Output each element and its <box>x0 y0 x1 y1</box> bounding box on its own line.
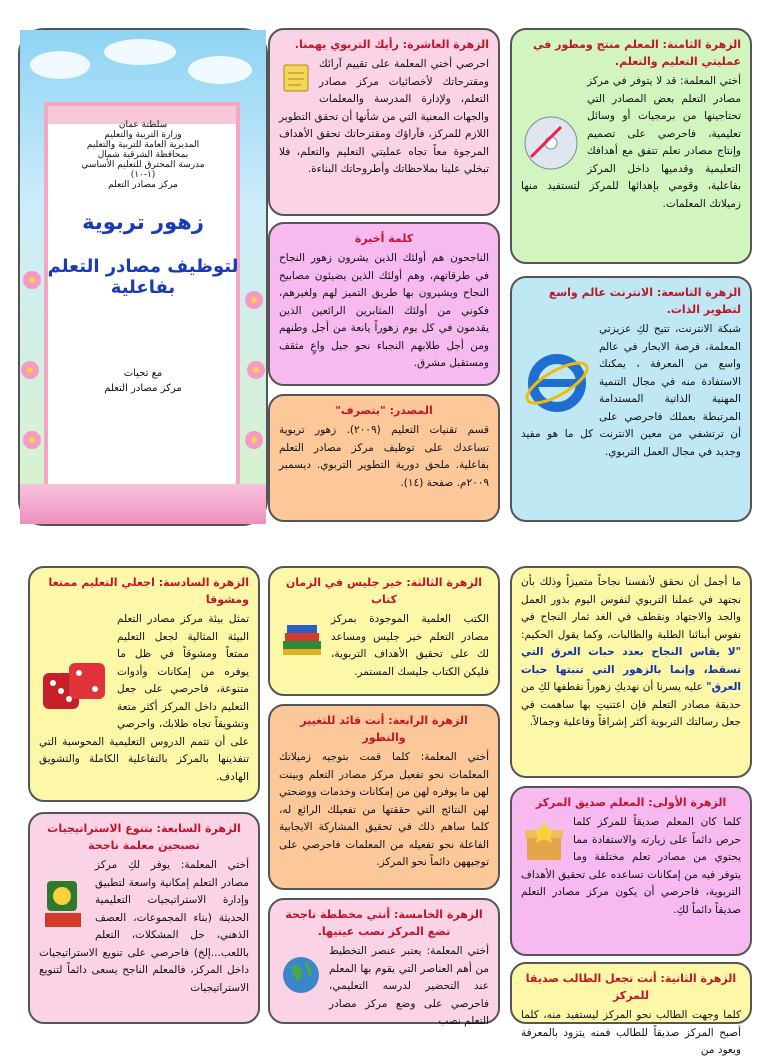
school-supplies-icon <box>39 873 89 933</box>
gift-box-icon <box>521 820 567 864</box>
card-body: تمثل بيئة مركز مصادر التعلم البيئة المثالية لجعل التعليم ممتعاً ومشوقاً في ظل ما يوفره من إمكانات وأدوات متنوعة، فاحرصي على جعل التعليم داخل المركز أكثر متعة وتشويقاً تجاه طلابك، واحرصي على أن تتمم الدروس التعليمية المحوسبة التي تنفذينها بالمركز بالتفاعلية الكاملة والتشويق الهادف. <box>39 613 249 783</box>
cover-line: مركز مصادر التعلم <box>108 180 178 190</box>
intro-quote: "لا يقاس النجاح بعدد حبات العرق التي تسقط، وإنما بالزهور التي تنبتها حبات العرق" <box>521 646 741 693</box>
card-title: الزهرة الخامسة: أنتي مخططة ناجحة تضع المركز نصب عينيها. <box>285 908 483 938</box>
card-title: الزهرة الثامنة: المعلم منتج ومطور في عمليتي التعليم والتعلم. <box>533 38 741 68</box>
card-body: أختي المعلمة: كلما قمت بتوجيه زميلاتك المعلمات نحو تفعيل مركز مصادر التعلم وبينت لهن ما يوفره لهن من إمكانات وخدمات ووضحتي لهن النتائج التي حققتها من تفعيلك الرائع له، كلما ساهم ذلك في تحقيق المشاركة الايجابية الفاعلة نحو تفعيله من المعلمات فاحرصي على توجيههن دائماً نحو المركز. <box>279 751 489 868</box>
cover-line: (١-١٠) <box>130 170 156 180</box>
card-body: احرصي أختي المعلمة على تقييم آرائك ومقترحاتك لأخصائيات مركز مصادر التعلم، ولإدارة المدرسة والمعلمات والجهات المعنية التي من شأنها أن تحقق التطوير اللازم للمركز، فآراؤك ومقترحاتك تحقق الأهداف المرجوة معاً تجاه عمليتي التعليم والتعلم، فلا تبخلي علينا بملاحظاتك وأطروحاتك البناءة. <box>279 58 489 175</box>
card-title: الزهرة السابعة: بتنوع الاستراتيجيات تصبحين معلمة ناجحة <box>47 822 241 852</box>
card-title: الزهرة الأولى: المعلم صديق المركز <box>535 796 727 809</box>
card-flower-4 <box>268 704 500 890</box>
books-icon <box>279 615 325 661</box>
card-flower-1 <box>510 786 752 956</box>
card-flower-5 <box>268 898 500 1027</box>
card-flower-2 <box>510 962 752 1056</box>
cover-line: مدرسة المحترق للتعليم الأساسي <box>81 160 205 170</box>
card-flower-10 <box>268 28 500 216</box>
card-body: الكتب العلمية الموجودة بمركز مصادر التعلم خير جليس ومساعد لك على تحقيق الأهداف التربوية، فليكن الكتاب جليسك المستمر. <box>331 613 489 678</box>
card-body: أختي المعلمة: قد لا يتوفر في مركز مصادر التعلم بعض المصادر التي تحتاجينها من برمجيات أو وسائل تعليمية، فاحرصي على تصميم وإنتاج مصادر تعلم تتفق مع أهدافك التعليمية وقدميها داخل المركز بفاعلية، وقومي بإهدائها للمركز لتستفيد منها زميلاتك المعلمات. <box>521 75 741 210</box>
intro-text: ما أجمل أن نحقق لأنفسنا نجاحاً متميزاً وذلك بأن نجتهد في عملنا التربوي لنفوس اليوم بذور العمل والجد والاجتهاد ونقطف في الغد ثمار النجاح في نفوس أبنائنا الطلبة والطالبات، وكما يقول الحكيم: <box>521 576 741 641</box>
notes-icon <box>279 60 313 94</box>
cover-line: وزارة التربية والتعليم <box>104 130 182 140</box>
cover-title: زهور تربوية <box>82 210 204 234</box>
card-flower-3 <box>268 566 500 696</box>
card-title: الزهرة الثالثة: خير جليس في الزمان كتاب <box>285 576 483 606</box>
cover-line: سلطنة عمان <box>118 120 168 130</box>
card-flower-7 <box>28 812 260 1024</box>
cover-line: المديرية العامة للتربية والتعليم <box>86 140 200 150</box>
internet-explorer-icon <box>521 347 593 419</box>
card-source <box>268 394 500 522</box>
card-body: الناجحون هم أولئك الذين يشرون زهور النجاح في طرقاتهم، وهم أولئك الذين يضيئون مصابيح النجاح ويشيرون بها طريق التميز لهم ولغيرهم، فكوني من أولئك المثابرين الرائعين الذين يقدمون في كل يوم زهوراً يانعة من أجل وطنهم ومن أجل طلابهم النجباء نحو جيل واعٍ مثقف ومستقبل مشرق. <box>279 252 489 369</box>
card-flower-9 <box>510 276 752 522</box>
card-title: المصدر: "بتصرف" <box>335 404 433 417</box>
cover-regards <box>20 366 266 396</box>
intro-text-continued: عليه يسرنا أن نهديكِ زهوراً نقطفها لكِ من حديقة مصادر التعلم فإن اعتنيتِ بها ساهمت في جعل رسالتك التربوية أكثر إشراقاً وفاعلية وجمالاً. <box>521 681 741 728</box>
card-body: كلما وجهت الطالب نحو المركز ليستفيد منه، كلما أصبح المركز صديقاً للطالب فمنه يتزود بالمعرفة ويعود من <box>521 1009 741 1056</box>
cd-disc-icon <box>521 113 581 173</box>
flower-meadow <box>20 484 266 524</box>
card-title: الزهرة السادسة: اجعلي التعليم ممتعا ومشوقا <box>48 576 249 606</box>
card-body: شبكة الانترنت، تتيح لكِ عزيزتي المعلمة، فرصة الابحار في عالم واسع من المعرفة ، يمكنك الاستفادة منه في مجال التنمية المهنية الذاتية المستدامة المرتبطة بعملك فاحرصي على أن ترتشفي من معين الانترنت كل ما هو مفيد وجديد في مجال العمل التربوي. <box>521 323 741 458</box>
cover-subtitle: لتوظيف مصادر التعلم بفاعلية <box>47 256 239 298</box>
card-body: أختي المعلمة: يعتبر عنصر التخطيط من أهم العناصر التي يقوم بها المعلم عند التحضير لدرسه التعليمي، فاحرصي على وضع مركز مصادر التعلم نصب <box>329 945 489 1027</box>
cloud-decoration <box>20 30 266 110</box>
card-flower-6 <box>28 566 260 802</box>
card-last-word <box>268 222 500 386</box>
card-intro <box>510 566 752 778</box>
card-body: قسم تقنيات التعليم (٢٠٠٩). زهور تربوية تساعدك على توظيف مركز مصادر التعلم بفاعلية. ملحق دورية التطوير التربوي. ديسمبر ٢٠٠٩م. صفحة (١٤). <box>279 424 490 489</box>
brochure-cover <box>18 28 268 526</box>
card-body <box>521 574 741 732</box>
card-title: الزهرة العاشرة: رأيك التربوي يهمنا. <box>294 38 489 51</box>
card-title: كلمة أخيرة <box>354 232 414 245</box>
cover-line: بمحافظة الشرقية شمال <box>97 150 189 160</box>
cover-header-lines <box>20 120 266 190</box>
cover-regards-line: مركز مصادر التعلم <box>104 383 182 394</box>
card-body: كلما كان المعلم صديقاً للمركز كلما حرص دائماً على زيارته والاستفادة مما يحتوي من مصادر تعلم مختلفة وما يتوفر فيه من إمكانات تساعده على تحقيق الأهداف التربوية، فاحرصي أن يكون مركز مصادر التعلم صديقاً دائماً لكِ. <box>521 816 741 916</box>
card-flower-8 <box>510 28 752 264</box>
globe-icon <box>279 953 323 997</box>
card-title: الزهرة التاسعة: الانترنت عالم واسع لتطوير الذات. <box>548 286 741 316</box>
dice-icon <box>39 657 111 723</box>
card-body: أختي المعلمة: يوفر لكِ مركز مصادر التعلم إمكانية واسعة لتطبيق وإدارة الاستراتيجيات التعليمية الحديثة (بناء المجموعات، العصف الذهني، حل المشكلات، التعلم باللعب...إلخ) فاحرصي على تنويع الاستراتيجيات داخل المركز، فالمعلم الناجح يسعى دائماً لتنويع الاستراتيجيات <box>39 859 249 994</box>
card-title: الزهرة الرابعة: أنت قائد للتغيير والتطور <box>300 714 468 744</box>
card-title: الزهرة الثانية: أنت تجعل الطالب صديقا للمركز <box>525 972 737 1002</box>
cover-regards-line: مع تحيات <box>123 368 163 379</box>
